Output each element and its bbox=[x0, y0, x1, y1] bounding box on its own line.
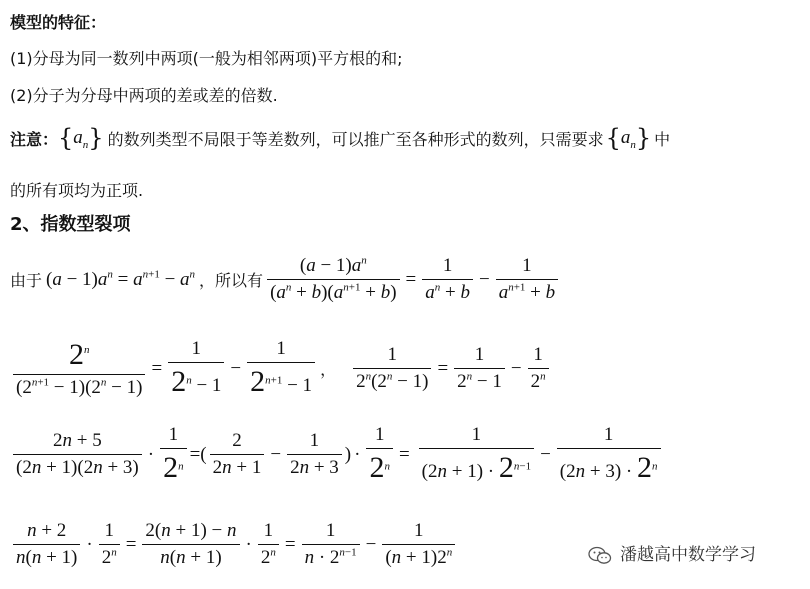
heading-model: 模型的特征： bbox=[10, 13, 107, 32]
note-line2: 的所有项均为正项. bbox=[10, 181, 144, 200]
intro-prefix: 由于 bbox=[10, 271, 43, 290]
feature-1: (1)分母为同一数列中两项(一般为相邻两项)平方根的和; bbox=[10, 49, 403, 68]
seq-an-1: $\{a_n\}$ bbox=[58, 124, 104, 152]
seq-an-2: $\{a_n\}$ bbox=[605, 124, 652, 152]
note-label: 注意： bbox=[10, 129, 59, 149]
section-title: 2、指数型裂项 bbox=[10, 214, 131, 235]
watermark bbox=[588, 540, 756, 566]
wechat-icon bbox=[588, 546, 612, 566]
feature-2: (2)分子为分母中两项的差或差的倍数. bbox=[10, 86, 278, 105]
note-text-a: 的数列类型不局限于等差数列，可以推广至各种形式的数列，只需要求 bbox=[107, 129, 604, 149]
formula-4: $\frac{n + 2}{n(n + 1)}$ · $\frac{1}{2^n}$ = $\frac{2(n + 1) - n}{n(n + 1)}$ · $\frac{1}{2^n}$ = $\frac{1}{n \cdot 2^{n-1}}$ − $\frac{1}{(n + 1)2^n}$ bbox=[10, 520, 458, 569]
punct-comma: ， bbox=[320, 360, 337, 379]
intro-middle: ，所以有 bbox=[199, 271, 264, 290]
note-line bbox=[10, 124, 670, 152]
watermark-text: 潘越高中数学学习 bbox=[620, 545, 756, 565]
formula-2: $\frac{2^n}{(2^{n+1} - 1)(2^n - 1)}$ = $\frac{1}{2^n - 1}$ − $\frac{1}{2^{n+1} - 1}$ ， $\frac{1}{2^n(2^n - 1)}$ = $\frac{1}{2^n - 1}$ − $\frac{1}{2^n}$ bbox=[10, 338, 552, 399]
note-text-b: 中 bbox=[654, 129, 671, 149]
formula-intro: 由于 $(a - 1)a^n = a^{n+1} - a^n$ ，所以有 $\frac{(a - 1)a^n}{(a^n + b)(a^{n+1} + b)}$ = $\frac{1}{a^n + b}$ − $\frac{1}{a^{n+1} + b}$ bbox=[10, 255, 561, 304]
formula-3: $\frac{2n + 5}{(2n + 1)(2n + 3)}$ · $\frac{1}{2^n}$ = ( $\frac{2}{2n + 1}$ − $\frac{1}{2n + 3}$ ) · $\frac{1}{2^n}$ = $\frac{1}{(2n + 1) \cdot 2^{n-1}}$ − $\frac{1}{(2n + 3) \cdot 2^n}$ bbox=[10, 424, 664, 485]
